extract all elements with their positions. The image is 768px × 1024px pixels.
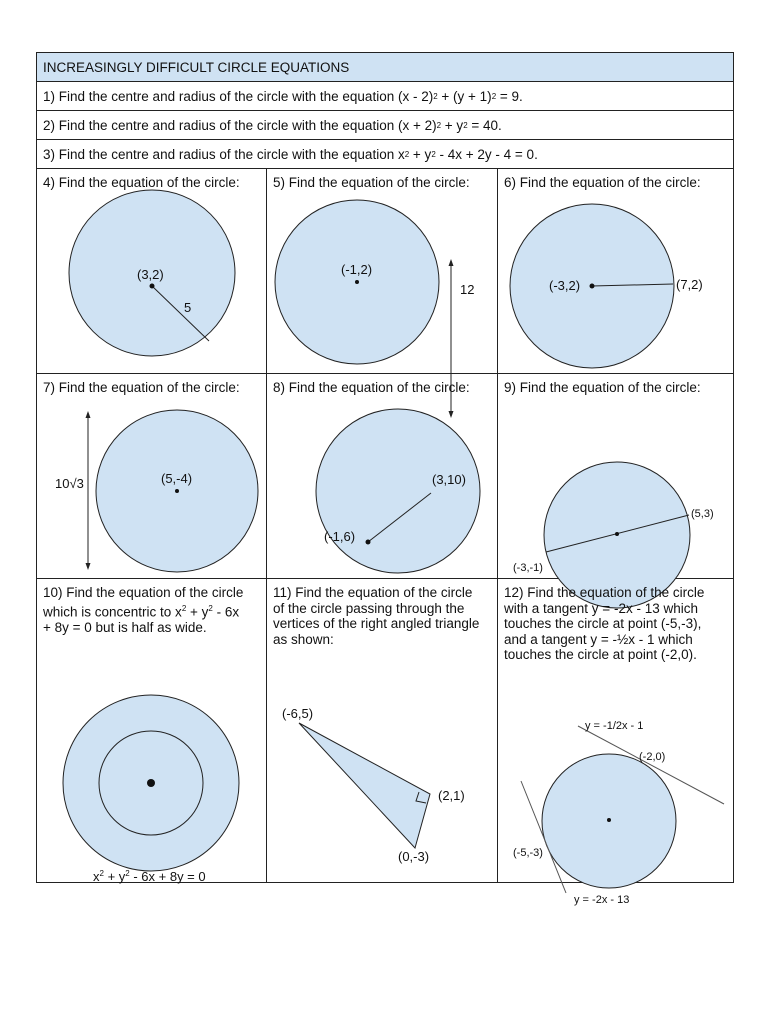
q9-centre-point: [615, 532, 619, 536]
question-1: [37, 82, 733, 111]
q1-text-c: = 9.: [496, 88, 523, 104]
q10-caption-sup-b: 2: [125, 869, 130, 878]
q2-text-b: + y: [441, 117, 464, 133]
q5-diameter-label: 12: [460, 282, 475, 297]
question-12-cell: [498, 579, 734, 906]
q8-centre-point: [366, 540, 371, 545]
q11-line-3: vertices of the right angled triangle: [273, 616, 480, 631]
q7-prompt: 7) Find the equation of the circle:: [43, 380, 240, 395]
q10-diagram: [37, 579, 267, 883]
q1-text-a: 1) Find the centre and radius of the circle with the equation (x - 2): [43, 88, 434, 104]
q1-sup-a: 2: [433, 91, 438, 101]
q12-tangent-1-label: y = -1/2x - 1: [585, 720, 644, 732]
q3-text-a: 3) Find the centre and radius of the circle with the equation x: [43, 146, 405, 162]
q9-end1-label: (5,3): [691, 508, 714, 520]
q12-line-3: touches the circle at point (-5,-3),: [504, 616, 702, 631]
questions-7-9-row: [37, 374, 733, 579]
q1-text-b: + (y + 1): [437, 88, 492, 104]
q7-centre-point: [175, 489, 179, 493]
q8-centre-label: (-1,6): [324, 529, 356, 544]
question-5-cell: [267, 169, 498, 373]
q10-caption: [93, 869, 206, 884]
questions-4-6-row: [37, 169, 733, 374]
q11-vertex-3-label: (0,-3): [398, 849, 430, 864]
q6-centre-label: (-3,2): [549, 278, 581, 293]
q10-line-2-c: - 6x: [212, 604, 240, 619]
q9-diagram: [498, 374, 734, 579]
question-3: [37, 140, 733, 169]
q7-arrow-head-down: [86, 563, 91, 570]
q10-sup-a: 2: [181, 603, 187, 613]
q11-line-2: of the circle passing through the: [273, 600, 465, 616]
q3-sup-b: 2: [431, 149, 436, 159]
q12-line-2: with a tangent y = -2x - 13 which: [504, 600, 698, 616]
q8-point-label: (3,10): [432, 472, 466, 487]
q11-line-1: 11) Find the equation of the circle: [273, 585, 473, 600]
q10-line-1: 10) Find the equation of the circle: [43, 585, 244, 600]
question-9-cell: [498, 374, 734, 578]
q5-arrow-head-up: [449, 259, 454, 266]
worksheet-table: [36, 52, 734, 906]
question-6-cell: [498, 169, 734, 373]
q7-diagram: [37, 374, 267, 579]
questions-10-12-row: [37, 579, 733, 906]
q3-text-c: - 4x + 2y - 4 = 0.: [435, 146, 538, 162]
q8-diagram: [267, 374, 498, 579]
q12-diagram: [498, 579, 734, 906]
q8-prompt: 8) Find the equation of the circle:: [273, 380, 470, 395]
q4-centre-point: [150, 284, 155, 289]
q8-circle: [316, 409, 480, 573]
question-8-cell: [267, 374, 498, 578]
q12-line-1: 12) Find the equation of the circle: [504, 585, 705, 600]
q10-caption-b: + y: [103, 869, 126, 884]
q11-vertex-1-label: (-6,5): [282, 706, 314, 721]
q12-point-2-label: (-5,-3): [513, 847, 543, 859]
q4-diagram: [37, 169, 267, 374]
q12-tangent-2-label: y = -2x - 13: [574, 894, 630, 906]
q11-line-4: as shown:: [273, 631, 334, 647]
question-7-cell: [37, 374, 267, 578]
q6-prompt: 6) Find the equation of the circle:: [504, 175, 701, 190]
q10-sup-b: 2: [208, 603, 213, 613]
q12-line-4: and a tangent y = -½x - 1 which: [504, 631, 693, 647]
q5-prompt: 5) Find the equation of the circle:: [273, 175, 470, 190]
q11-vertex-2-label: (2,1): [438, 788, 465, 803]
q7-arrow-head-up: [86, 411, 91, 418]
q2-text-c: = 40.: [467, 117, 502, 133]
q10-line-3: + 8y = 0 but is half as wide.: [43, 619, 207, 635]
question-11-cell: [267, 579, 498, 883]
q10-centre-point: [147, 779, 155, 787]
q10-line-2-b: + y: [186, 604, 209, 619]
q10-caption-a: x: [93, 869, 100, 884]
q3-text-b: + y: [409, 146, 432, 162]
q4-centre-label: (3,2): [137, 267, 164, 282]
q11-triangle: [299, 723, 430, 848]
q10-caption-sup-a: 2: [99, 869, 104, 878]
q5-centre-point: [355, 280, 359, 284]
q6-centre-point: [590, 284, 595, 289]
q11-diagram: [267, 579, 498, 883]
q5-diagram: [267, 169, 498, 374]
q12-centre-point: [607, 818, 611, 822]
question-2: [37, 111, 733, 140]
q7-centre-label: (5,-4): [161, 471, 193, 486]
q4-prompt: 4) Find the equation of the circle:: [43, 175, 240, 190]
question-10-cell: [37, 579, 267, 883]
q1-sup-b: 2: [491, 91, 497, 101]
question-4-cell: [37, 169, 267, 373]
q2-sup-b: 2: [463, 120, 468, 130]
q6-point-label: (7,2): [676, 277, 703, 292]
q2-sup-a: 2: [436, 120, 442, 130]
q2-text-a: 2) Find the centre and radius of the circle with the equation (x + 2): [43, 117, 437, 133]
q5-centre-label: (-1,2): [341, 262, 373, 277]
q9-end2-label: (-3,-1): [513, 562, 543, 574]
q6-diagram: [498, 169, 734, 374]
q7-diameter-label: 10√3: [55, 476, 84, 491]
q3-sup-a: 2: [404, 149, 410, 159]
worksheet-title: INCREASINGLY DIFFICULT CIRCLE EQUATIONS: [37, 53, 733, 82]
q12-line-5: touches the circle at point (-2,0).: [504, 647, 697, 662]
q12-point-1-label: (-2,0): [639, 751, 666, 763]
q10-line-2-a: which is concentric to x: [43, 604, 182, 619]
q9-prompt: 9) Find the equation of the circle:: [504, 380, 701, 395]
q10-caption-c: - 6x + 8y = 0: [129, 869, 206, 884]
q4-radius-label: 5: [184, 300, 192, 315]
